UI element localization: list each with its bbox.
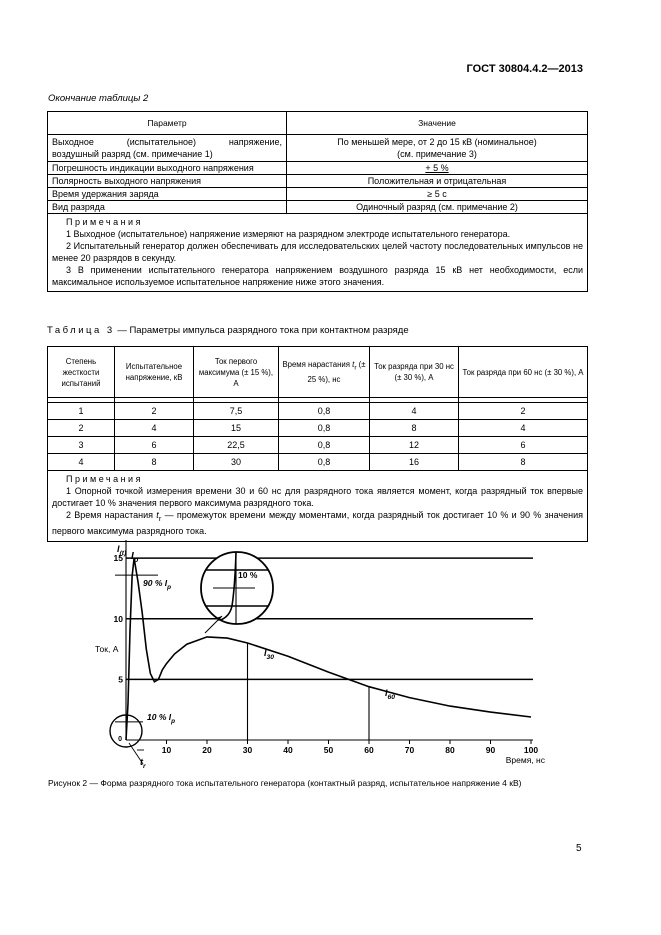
table3-body: [48, 403, 588, 471]
value-cell: [287, 162, 588, 175]
figure-caption: Рисунок 2 — Форма разрядного тока испытательного генератора (контактный разряд, испытательное напряжение 4 кВ): [48, 778, 522, 788]
table2-notes: [48, 214, 588, 292]
table-row: [48, 162, 588, 175]
table-row: [48, 201, 588, 214]
param-line: воздушный разряд (см. примечание 1): [52, 149, 213, 159]
note: 3 В применении испытательного генератора напряжением воздушного разряда 15 кВ нет необходимости, если максимальное используемое испытательное напряжение ниже этого значения.: [52, 265, 583, 287]
series-line-discharge-current: [126, 558, 531, 740]
x-tick-label: 100: [523, 745, 539, 755]
table-cell: 16: [370, 454, 459, 471]
table-cell: 0,8: [279, 420, 370, 437]
x-tick-label: 10: [161, 745, 172, 755]
table-cell: 0,8: [279, 403, 370, 420]
table-cell: 1: [48, 403, 115, 420]
table-cell: 4: [459, 420, 588, 437]
table-cell: 7,5: [194, 403, 279, 420]
param-cell: Вид разряда: [48, 201, 287, 214]
table-row: [48, 188, 588, 201]
x-tick-label: 20: [202, 745, 212, 755]
table-cell: 22,5: [194, 437, 279, 454]
table-cell: 2: [48, 420, 115, 437]
table-cell: 0,8: [279, 437, 370, 454]
ninety-percent-label: 90 % $I_p$: [143, 578, 171, 591]
table-cell: 0,8: [279, 454, 370, 471]
grid-lines: [126, 558, 533, 679]
table-cell: 12: [370, 437, 459, 454]
origin-label: 0: [118, 736, 122, 743]
table-cell: 6: [115, 437, 194, 454]
table-cell: 2: [459, 403, 588, 420]
value-line: (см. примечание 3): [397, 149, 477, 159]
y-axis-symbol: $I_{(t)}$: [117, 544, 127, 557]
x-tick-label: 40: [283, 745, 293, 755]
x-tick-label: 90: [485, 745, 496, 755]
page-number: 5: [576, 843, 582, 854]
table-row: [48, 454, 588, 471]
table-cell: 4: [115, 420, 194, 437]
value-cell: Положительная и отрицательная: [287, 175, 588, 188]
y-tick-label: 10: [113, 613, 123, 624]
param-line: Выходное (испытательное) напряжение,: [52, 137, 282, 147]
col-header: Время нарастания $t_r$ (± 25 %), нс: [279, 347, 370, 398]
y-tick-label: 15: [113, 553, 123, 564]
table-cell: 30: [194, 454, 279, 471]
col-header: Испытательное напряжение, кВ: [115, 347, 194, 398]
table3-notes: [48, 471, 588, 542]
value-cell: Одиночный разряд (см. примечание 2): [287, 201, 588, 214]
notes-title: Примечания: [66, 474, 143, 484]
table-cell: 3: [48, 437, 115, 454]
table-cell: 6: [459, 437, 588, 454]
note: 2 Время нарастания $t_r$ — промежуток времени между моментами, когда разрядный ток достигает 10 % и 90 % значения первого максимума разрядного тока.: [52, 510, 583, 536]
table-cell: 8: [115, 454, 194, 471]
table-cell: 2: [115, 403, 194, 420]
value-cell: [287, 135, 588, 162]
accuracy-value: + 5 %: [425, 163, 449, 173]
x-tick-label: 50: [323, 745, 334, 755]
table-cell: 8: [370, 420, 459, 437]
col-header: Ток разряда при 30 нс (± 30 %), А: [370, 347, 459, 398]
param-cell: Время удержания заряда: [48, 188, 287, 201]
param-cell: Полярность выходного напряжения: [48, 175, 287, 188]
note: 1 Выходное (испытательное) напряжение измеряют на разрядном электроде испытательного генератора.: [66, 229, 511, 239]
x-tick-label: 70: [404, 745, 415, 755]
discharge-current-chart: [95, 538, 555, 770]
chart-labels: [95, 544, 546, 770]
col-parameter: Параметр: [48, 112, 287, 135]
table3-title: — Параметры импульса разрядного тока при контактном разряде: [117, 325, 409, 336]
table-2: [47, 111, 588, 292]
x-tick-label: 60: [364, 745, 374, 755]
value-line: По меньшей мере, от 2 до 15 кВ (номинальное): [337, 137, 537, 147]
table-cell: 8: [459, 454, 588, 471]
y-axis-title: Ток, А: [95, 644, 119, 654]
col-value: Значение: [287, 112, 588, 135]
table2-caption: Окончание таблицы 2: [48, 93, 149, 104]
table3-label: Таблица 3: [47, 325, 115, 336]
table-row: [48, 175, 588, 188]
table-3: [47, 346, 588, 542]
notes-title: Примечания: [66, 217, 143, 227]
axis-ticks: [114, 553, 539, 755]
table3-caption: [47, 325, 409, 336]
table-row: [48, 437, 588, 454]
table-cell: 15: [194, 420, 279, 437]
x-tick-label: 30: [242, 745, 253, 755]
i60-label: $I_{60}$: [385, 688, 396, 701]
col-header: Степень жесткости испытаний: [48, 347, 115, 398]
col-header: Ток разряда при 60 нс (± 30 %), А: [459, 347, 588, 398]
table-row: [48, 420, 588, 437]
param-cell: [48, 135, 287, 162]
col-header: Ток первого максимума (± 15 %), А: [194, 347, 279, 398]
i30-label: $I_{30}$: [264, 648, 275, 661]
standard-code: ГОСТ 30804.4.2—2013: [466, 63, 583, 75]
magnifier-inset: [110, 552, 273, 764]
param-cell: Погрешность индикации выходного напряжения: [48, 162, 287, 175]
ten-percent-label: 10 % $I_p$: [147, 712, 175, 725]
x-axis-title: Время, нс: [505, 755, 545, 765]
x-tick-label: 80: [445, 745, 455, 755]
table-row: [48, 403, 588, 420]
note: 1 Опорной точкой измерения времени 30 и 60 нс для разрядного тока является момент, когда разрядный ток впервые достигает 10 % значения первого максимума разрядного тока.: [52, 486, 583, 508]
y-tick-label: 5: [118, 674, 123, 685]
inset-ten-percent-label: 10 %: [238, 570, 258, 580]
table-cell: 4: [48, 454, 115, 471]
ip-label: $I_p$: [131, 551, 139, 564]
note: 2 Испытательный генератор должен обеспечивать для исследовательских целей частоту последовательных импульсов не менее 20 разрядов в секунду.: [52, 241, 583, 263]
table-row: [48, 135, 588, 162]
tr-label: $t_r$: [140, 757, 146, 770]
table-cell: 4: [370, 403, 459, 420]
value-cell: ≥ 5 с: [287, 188, 588, 201]
